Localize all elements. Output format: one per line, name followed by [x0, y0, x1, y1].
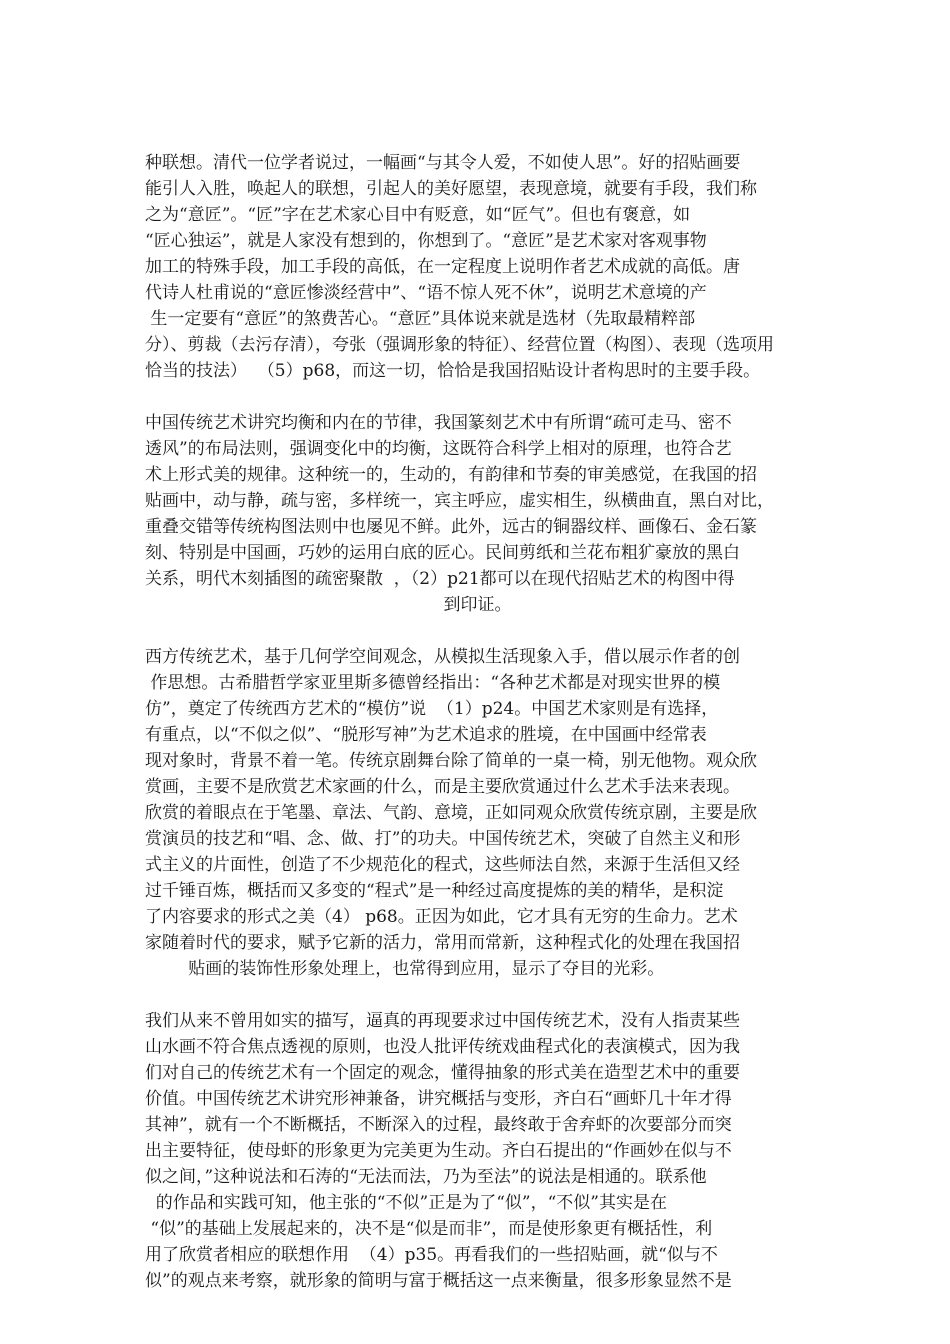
- text-line: 加工的特殊手段，加工手段的高低，在一定程度上说明作者艺术成就的高低。唐: [145, 257, 740, 277]
- text-line: 赏演员的技艺和“唱、念、做、打”的功夫。中国传统艺术，突破了自然主义和形: [145, 829, 741, 849]
- text-line: 分）、剪裁（去污存清），夸张（强调形象的特征）、经营位置（构图）、表现（选项用: [145, 335, 774, 355]
- text-line: 式主义的片面性，创造了不少规范化的程式，这些师法自然，来源于生活但又经: [145, 855, 740, 875]
- text-line: 欣赏的着眼点在于笔墨、章法、气韵、意境，正如同观众欣赏传统京剧，主要是欣: [145, 803, 757, 823]
- text-line: 似”的观点来考察，就形象的简明与富于概括这一点来衡量，很多形象显然不是: [145, 1271, 732, 1291]
- paragraph-3: [145, 644, 810, 982]
- text-line: 贴画中，动与静，疏与密，多样统一，宾主呼应，虚实相生，纵横曲直，黑白对比，: [145, 491, 774, 511]
- text-line: 贴画的装饰性形象处理上，也常得到应用，显示了夺目的光彩。: [145, 959, 665, 979]
- text-line: 之为“意匠”。“匠”字在艺术家心目中有贬意，如“匠气”。但也有褒意，如: [145, 205, 691, 225]
- text-line: 种联想。清代一位学者说过，一幅画“与其令人爱，不如使人思”。好的招贴画要: [145, 153, 741, 173]
- text-line: 中国传统艺术讲究均衡和内在的节律，我国篆刻艺术中有所谓“疏可走马、密不: [145, 413, 732, 433]
- text-line: 透风”的布局法则，强调变化中的均衡，这既符合科学上相对的原理，也符合艺: [145, 439, 732, 459]
- text-line: 到印证。: [443, 595, 512, 615]
- text-line: 恰当的技法） （5）p68，而这一切，恰恰是我国招贴设计者构思时的主要手段。: [145, 361, 761, 381]
- text-line: 出主要特征，使母虾的形象更为完美更为生动。齐白石提出的“作画妙在似与不: [145, 1141, 732, 1161]
- text-line: 仿”，奠定了传统西方艺术的“模仿”说 （1）p24。中国艺术家则是有选择，: [145, 699, 719, 719]
- text-line: 山水画不符合焦点透视的原则，也没人批评传统戏曲程式化的表演模式，因为我: [145, 1037, 740, 1057]
- text-line: 价值。中国传统艺术讲究形神兼备，讲究概括与变形，齐白石“画虾几十年才得: [145, 1089, 732, 1109]
- text-line: 赏画，主要不是欣赏艺术家画的什么，而是主要欣赏通过什么艺术手法来表现。: [145, 777, 740, 797]
- text-line: 似之间，”这种说法和石涛的“无法而法，乃为至法”的说法是相通的。联系他: [145, 1167, 707, 1187]
- document-body: [145, 150, 810, 1294]
- text-line: 能引人入胜，唤起人的联想，引起人的美好愿望，表现意境，就要有手段，我们称: [145, 179, 757, 199]
- text-line: 了内容要求的形式之美（4） p68。正因为如此，它才具有无穷的生命力。艺术: [145, 907, 738, 927]
- text-line: 重叠交错等传统构图法则中也屡见不鲜。此外，远古的铜器纹样、画像石、金石篆: [145, 517, 757, 537]
- text-line: 刻、特别是中国画，巧妙的运用白底的匠心。民间剪纸和兰花布粗犷豪放的黑白: [145, 543, 740, 563]
- paragraph-gap: [145, 384, 810, 410]
- text-line: 的作品和实践可知，他主张的“不似”正是为了“似”，“不似”其实是在: [145, 1193, 667, 1213]
- paragraph-gap: [145, 982, 810, 1008]
- text-line: 现对象时，背景不着一笔。传统京剧舞台除了简单的一桌一椅，别无他物。观众欣: [145, 751, 757, 771]
- text-line: “匠心独运”，就是人家没有想到的，你想到了。“意匠”是艺术家对客观事物: [145, 231, 707, 251]
- text-line: 生一定要有“意匠”的煞费苦心。“意匠”具体说来就是选材（先取最精粹部: [145, 309, 696, 329]
- text-line: “似”的基础上发展起来的，决不是“似是而非”，而是使形象更有概括性，利: [145, 1219, 713, 1239]
- text-line: 西方传统艺术，基于几何学空间观念，从模拟生活现象入手，借以展示作者的创: [145, 647, 740, 667]
- paragraph-4: [145, 1008, 810, 1294]
- paragraph-gap: [145, 618, 810, 644]
- paragraph-1: [145, 150, 810, 384]
- text-line: 术上形式美的规律。这种统一的，生动的，有韵律和节奏的审美感觉，在我国的招: [145, 465, 757, 485]
- text-line: 用了欣赏者相应的联想作用 （4）p35。再看我们的一些招贴画，就“似与不: [145, 1245, 718, 1265]
- text-line: 其神”，就有一个不断概括，不断深入的过程，最终敢于舍弃虾的次要部分而突: [145, 1115, 732, 1135]
- text-line: 我们从来不曾用如实的描写，逼真的再现要求过中国传统艺术，没有人指责某些: [145, 1011, 740, 1031]
- text-line: 们对自己的传统艺术有一个固定的观念，懂得抽象的形式美在造型艺术中的重要: [145, 1063, 740, 1083]
- text-line: 代诗人杜甫说的“意匠惨淡经营中”、“语不惊人死不休”，说明艺术意境的产: [145, 283, 707, 303]
- paragraph-2: [145, 410, 810, 618]
- text-line: 家随着时代的要求，赋予它新的活力，常用而常新，这种程式化的处理在我国招: [145, 933, 740, 953]
- text-line: 作思想。古希腊哲学家亚里斯多德曾经指出：“各种艺术都是对现实世界的模: [145, 673, 721, 693]
- text-line: 过千锤百炼，概括而又多变的“程式”是一种经过高度提炼的美的精华，是积淀: [145, 881, 724, 901]
- text-line: 关系，明代木刻插图的疏密聚散 ，（2）p21都可以在现代招贴艺术的构图中得: [145, 569, 735, 589]
- text-line: 有重点，以“不似之似”、“脱形写神”为艺术追求的胜境，在中国画中经常表: [145, 725, 707, 745]
